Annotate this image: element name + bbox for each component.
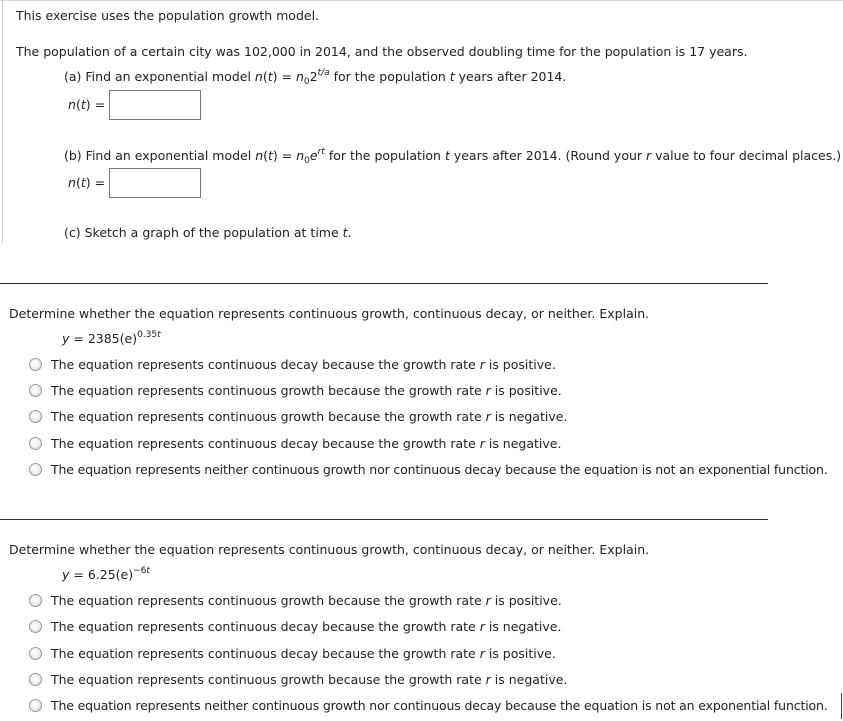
part-a-answer-input[interactable] [109,90,201,120]
eq-main: = 6.25(e) [69,567,134,582]
option-text-end: is positive. [490,593,562,608]
option-r: r [479,436,485,451]
model-exp: t/a [317,68,330,78]
option-r: r [485,409,491,424]
part-c-label: (c) Sketch a graph of the population at time [64,225,343,240]
problem3-option-3-label[interactable] [51,646,556,661]
option-text-end: is negative. [490,409,568,424]
suffix-t: t [444,148,450,163]
suffix-t: t [449,69,455,84]
eq-exp-t: t [146,566,150,576]
problem3-option-3-radio[interactable] [29,647,42,660]
option-text-end: is positive. [484,646,556,661]
problem2-option-3-label[interactable] [51,409,567,424]
option-r: r [485,672,491,687]
option-r: r [479,357,485,372]
option-text: The equation represents continuous growth because the growth rate [51,409,486,424]
part-c-prompt [64,225,352,240]
eq-y: y [62,331,70,346]
answer-n: n [68,175,76,190]
model-n: n [254,69,263,84]
model-eq: = [277,148,297,163]
option-text: The equation represents continuous growth because the growth rate [51,383,486,398]
model-t: t [268,148,273,163]
part-b-prompt: (b) Find an exponential model $n(t) = n_0e^{rt}$ for the population t years after 2014. (Round your r value to four decimal places.) [64,147,842,166]
top-divider [0,0,843,1]
suffix-3: value to four decimal places.) [651,148,842,163]
model-sub: 0 [304,156,310,166]
problem2-option-3-radio[interactable] [29,410,42,423]
answer-n: n [68,97,76,112]
problem1-statement: The population of a certain city was 102,000 in 2014, and the observed doubling time for the population is 17 years. [16,44,748,59]
part-a-answer-label: n(t) = [68,97,106,112]
option-r: r [479,646,485,661]
problem3-option-2-radio[interactable] [29,620,42,633]
option-text: The equation represents neither continuous growth nor continuous decay because the equation is not an exponential function. [51,698,828,713]
answer-eq: = [90,97,106,112]
part-c-period: . [347,225,352,240]
eq-y: y [62,567,70,582]
option-text: The equation represents continuous decay because the growth rate [51,646,480,661]
section-divider-2 [0,519,768,520]
model-n0: n [295,69,304,84]
eq-exp-num: −6 [133,566,147,576]
problem2-option-1-label[interactable] [51,357,556,372]
option-text: The equation represents continuous decay because the growth rate [51,357,480,372]
problem2-option-1-radio[interactable] [29,358,42,371]
answer-t: t [80,97,86,112]
suffix-2: years after 2014. (Round your [449,148,647,163]
problem2-option-4-label[interactable] [51,436,561,451]
problem3-option-2-label[interactable] [51,619,561,634]
left-border [2,0,3,243]
part-a-prompt: (a) Find an exponential model $n(t) = n_02^{t/a}$ for the population t years after 2014. [64,68,567,87]
problem2-option-5-radio[interactable] [29,463,42,476]
problem3-option-4-label[interactable] [51,672,567,687]
right-edge-marker [841,693,842,719]
part-b-label: (b) Find an exponential model [64,148,252,163]
problem2-option-2-radio[interactable] [29,384,42,397]
option-text-end: is positive. [490,383,562,398]
eq-main: = 2385(e) [69,331,138,346]
suffix-1: for the population [324,148,445,163]
problem3-option-1-label[interactable] [51,593,562,608]
option-text: The equation represents neither continuous growth nor continuous decay because the equation is not an exponential function. [51,462,828,477]
option-text-end: is negative. [484,619,562,634]
eq-exp-t: t [157,330,161,340]
model-sub: 0 [303,77,310,87]
model-t: t [267,69,273,84]
option-text-end: is positive. [484,357,556,372]
answer-t: t [80,175,86,190]
part-a-label: (a) Find an exponential model [64,69,251,84]
problem2-option-2-label[interactable] [51,383,562,398]
problem2-option-5-label[interactable] [51,462,828,477]
problem2-option-4-radio[interactable] [29,437,42,450]
suffix-1: for the population [329,69,450,84]
part-b-answer-label: n(t) = [68,175,106,190]
eq-exp-num: 0.35 [137,330,158,340]
model-n0: n [296,148,305,163]
problem2-prompt: Determine whether the equation represents continuous growth, continuous decay, or neither. Explain. [9,306,650,321]
model-n: n [255,148,264,163]
part-c-t: t [342,225,348,240]
option-r: r [485,383,491,398]
model-exp: rt [317,147,325,157]
problem1-intro: This exercise uses the population growth model. [16,8,320,23]
option-r: r [485,593,491,608]
section-divider-1 [0,283,768,284]
problem3-option-5-label[interactable] [51,698,828,713]
problem2-equation [62,331,161,346]
option-text: The equation represents continuous growth because the growth rate [51,593,486,608]
problem3-option-1-radio[interactable] [29,594,42,607]
part-b-answer-input[interactable] [109,168,201,198]
problem3-prompt: Determine whether the equation represents continuous growth, continuous decay, or neither. Explain. [9,542,650,557]
problem3-option-4-radio[interactable] [29,673,42,686]
model-base: e [309,148,318,163]
option-text-end: is negative. [490,672,568,687]
model-eq: = [277,69,296,84]
model-base: 2 [309,69,318,84]
option-text-end: is negative. [484,436,562,451]
option-text: The equation represents continuous decay because the growth rate [51,619,480,634]
problem3-equation [62,567,150,582]
option-text: The equation represents continuous growth because the growth rate [51,672,486,687]
option-r: r [479,619,485,634]
answer-eq: = [90,175,106,190]
suffix-2: years after 2014. [454,69,567,84]
problem3-option-5-radio[interactable] [29,699,42,712]
option-text: The equation represents continuous decay because the growth rate [51,436,480,451]
suffix-r: r [646,148,652,163]
